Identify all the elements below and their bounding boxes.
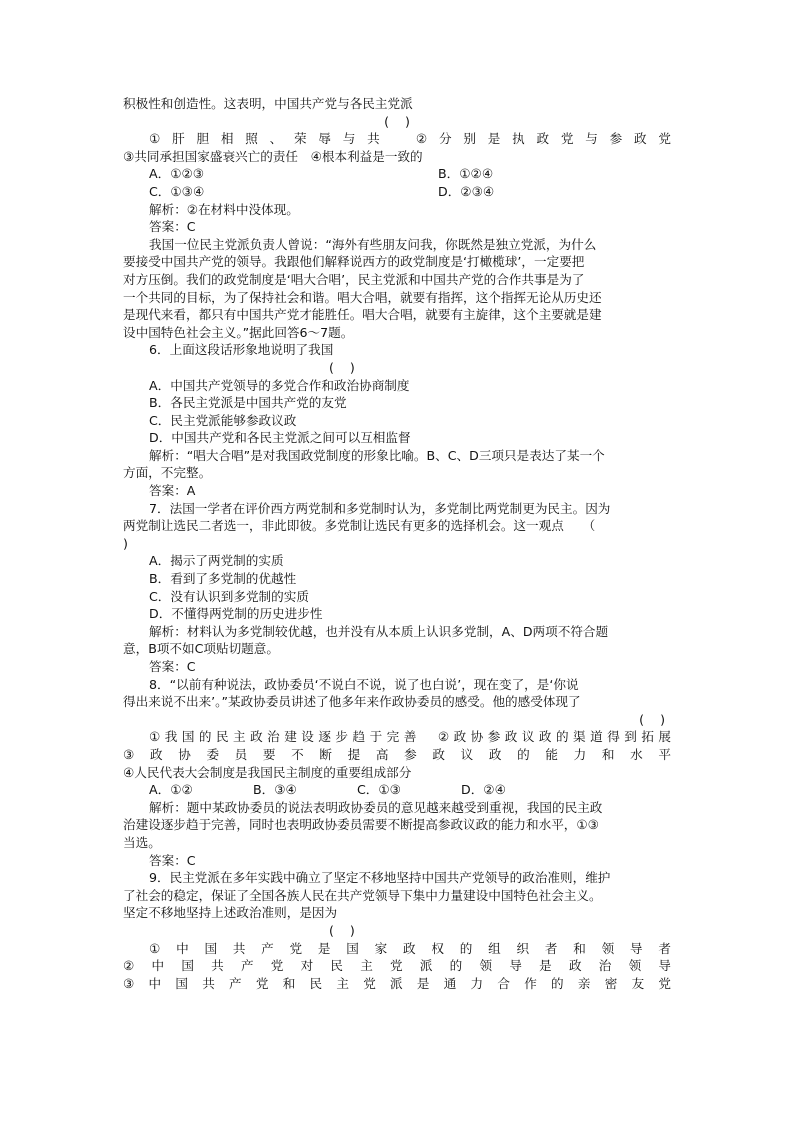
passage-line: 我国一位民主党派负责人曾说：“海外有些朋友问我，你既然是独立党派，为什么 bbox=[149, 236, 597, 252]
choice-b: B．看到了多党制的优越性 bbox=[149, 571, 297, 587]
question-7: 7．法国一学者在评价西方两党制和多党制时认为，多党制比两党制更为民主。因为 bbox=[149, 500, 611, 516]
choice-c: C．①③④ bbox=[149, 183, 205, 199]
option-line: ③共同承担国家盛衰兴亡的责任 ④根本利益是一致的 bbox=[123, 148, 423, 164]
choice-c: C．民主党派能够参政议政 bbox=[149, 412, 297, 428]
choice-b: B．①②④ bbox=[438, 166, 494, 182]
analysis-text: 方面，不完整。 bbox=[123, 465, 212, 481]
answer-text: 答案：C bbox=[149, 659, 196, 674]
answer-blank: ( ) bbox=[384, 113, 410, 129]
question-9: 9．民主党派在多年实践中确立了坚定不移地坚持中国共产党领导的政治准则，维护 bbox=[149, 870, 611, 886]
choice-a: A．揭示了两党制的实质 bbox=[149, 553, 284, 569]
answer-blank: ( ) bbox=[639, 711, 665, 727]
analysis-text: 当选。 bbox=[123, 834, 161, 850]
question-7: 两党制让选民二者选一，非此即彼。多党制让选民有更多的选择机会。这一观点 （ bbox=[123, 518, 596, 534]
choice-row bbox=[123, 781, 671, 799]
answer-text: 答案：C bbox=[149, 219, 196, 235]
answer-text: 答案：A bbox=[149, 483, 196, 499]
choice-b: B．③④ bbox=[253, 782, 297, 798]
question-9: 了社会的稳定，保证了全国各族人民在共产党领导下集中力量建设中国特色社会主义。 bbox=[123, 887, 602, 903]
choice-a: A．中国共产党领导的多党合作和政治协商制度 bbox=[149, 377, 410, 393]
option-line: ①我国的民主政治建设逐步趋于完善 ②政协参政议政的渠道得到拓展 bbox=[149, 729, 671, 745]
passage-line: 要接受中国共产党的领导。我跟他们解释说西方的政党制度是‘打橄榄球’，一定要把 bbox=[123, 254, 585, 270]
option-line: ①中国共产党是国家政权的组织者和领导者 bbox=[149, 940, 671, 956]
option-line: ③政协委员要不断提高参政议政的能力和水平 bbox=[123, 746, 671, 762]
choice-d: D．②④ bbox=[461, 782, 506, 798]
choice-b: B．各民主党派是中国共产党的友党 bbox=[149, 395, 347, 411]
question-6: 6．上面这段话形象地说明了我国 bbox=[149, 342, 334, 358]
passage-line: 一个共同的目标，为了保持社会和谐。唱大合唱，就要有指挥，这个指挥无论从历史还 bbox=[123, 289, 602, 305]
choice-d: D．不懂得两党制的历史进步性 bbox=[149, 606, 323, 622]
analysis-text: 解析：材料认为多党制较优越，也并没有从本质上认识多党制，A、D两项不符合题 bbox=[149, 623, 609, 639]
option-line: ②中国共产党对民主党派的领导是政治领导 bbox=[123, 958, 671, 974]
passage-line: 是现代来看，都只有中国共产党才能胜任。唱大合唱，就要有主旋律，这个主要就是建 bbox=[123, 307, 602, 323]
analysis-text: 解析：②在材料中没体现。 bbox=[149, 201, 299, 217]
answer-blank: ( ) bbox=[329, 359, 355, 375]
choice-a: A．①② bbox=[149, 782, 193, 798]
answer-blank: ) bbox=[123, 535, 128, 551]
analysis-text: 意，B项不如C项贴切题意。 bbox=[123, 641, 279, 657]
choice-c: C．①③ bbox=[357, 782, 401, 798]
option-line: ③中国共产党和民主党派是通力合作的亲密友党 bbox=[123, 975, 671, 991]
question-8: 得出来说不出来’。”某政协委员讲述了他多年来作政协委员的感受。他的感受体现了 bbox=[123, 694, 581, 710]
option-line: ④人民代表大会制度是我国民主制度的重要组成部分 bbox=[123, 764, 412, 780]
answer-blank: ( ) bbox=[329, 922, 355, 938]
document-page bbox=[123, 95, 671, 992]
choice-c: C．没有认识到多党制的实质 bbox=[149, 588, 309, 604]
choice-d: D．②③④ bbox=[438, 183, 495, 199]
answer-text: 答案：C bbox=[149, 852, 196, 868]
analysis-text: 治建设逐步趋于完善，同时也表明政协委员需要不断提高参政议政的能力和水平，①③ bbox=[123, 817, 599, 833]
analysis-text: 解析：题中某政协委员的说法表明政协委员的意见越来越受到重视，我国的民主政 bbox=[149, 799, 603, 815]
passage-line: 设中国特色社会主义。”据此回答6～7题。 bbox=[123, 324, 354, 340]
choice-row bbox=[123, 165, 671, 183]
passage-line: 对方压倒。我们的政党制度是‘唱大合唱’，民主党派和中国共产党的合作共事是为了 bbox=[123, 271, 585, 287]
text-line: 积极性和创造性。这表明，中国共产党与各民主党派 bbox=[123, 96, 413, 111]
option-line: ①肝胆相照、荣辱与共 ②分别是执政党与参政党 bbox=[149, 131, 671, 147]
question-8: 8．“以前有种说法，政协委员‘不说白不说，说了也白说’，现在变了，是‘你说 bbox=[149, 676, 579, 692]
choice-d: D．中国共产党和各民主党派之间可以互相监督 bbox=[149, 430, 411, 446]
analysis-text: 解析：“唱大合唱”是对我国政党制度的形象比喻。B、C、D三项只是表达了某一个 bbox=[149, 447, 605, 463]
choice-row bbox=[123, 183, 671, 201]
choice-a: A．①②③ bbox=[149, 166, 205, 182]
question-9: 坚定不移地坚持上述政治准则，是因为 bbox=[123, 905, 338, 921]
